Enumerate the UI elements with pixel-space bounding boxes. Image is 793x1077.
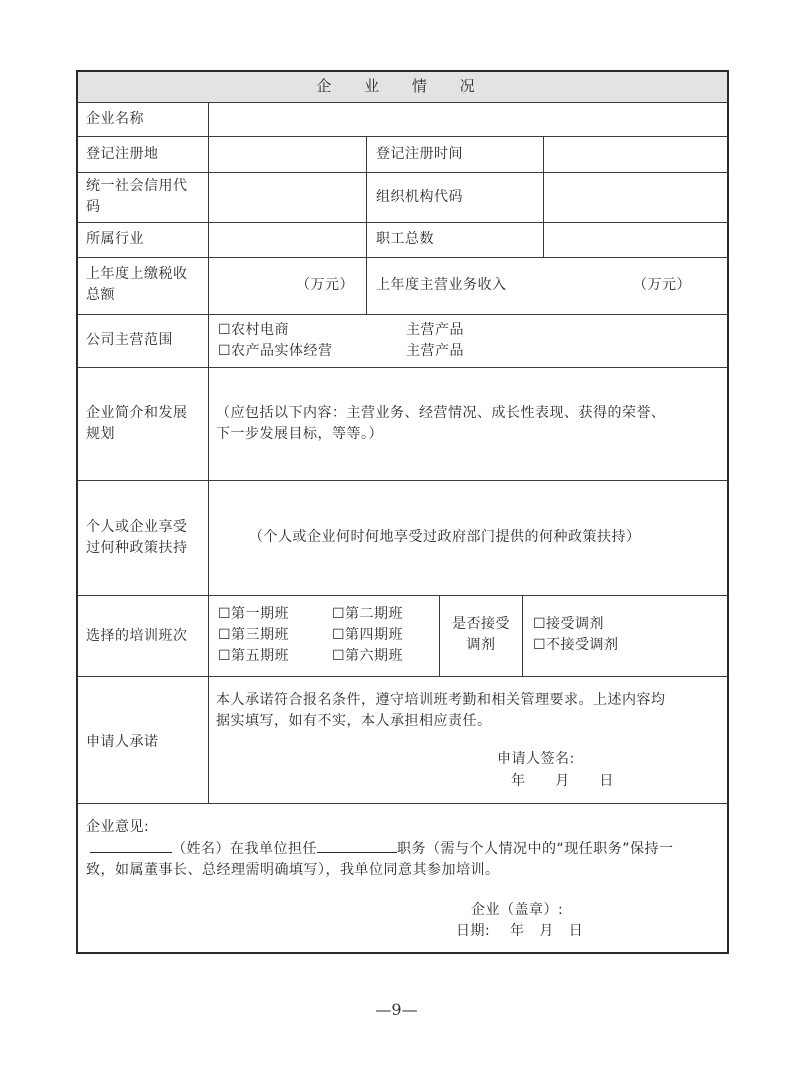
reg-place-label: 登记注册地 — [86, 146, 159, 162]
name-blank[interactable] — [90, 838, 172, 853]
training-label: 选择的培训班次 — [86, 628, 188, 644]
support-label: 过何种政策扶持 — [86, 540, 188, 556]
profile-label: 规划 — [86, 426, 115, 442]
opinion-line-2: 致，如属董事长、总经理需明确填写），我单位同意其参加培训。 — [86, 862, 500, 878]
company-name-label: 企业名称 — [86, 111, 144, 127]
tax-label: 上年度上缴税收 — [86, 266, 188, 282]
adjust-label: 调剂 — [466, 637, 496, 653]
frame-top-border — [76, 70, 729, 72]
row-divider — [76, 136, 729, 137]
profile-hint: （应包括以下内容：主营业务、经营情况、成长性表现、获得的荣誉、 — [216, 405, 666, 421]
revenue-unit: （万元） — [633, 277, 691, 293]
opinion-title: 企业意见: — [86, 819, 150, 835]
row-divider — [76, 102, 729, 103]
right-column-divider — [543, 136, 544, 257]
pledge-text: 本人承诺符合报名条件，遵守培训班考勤和相关管理要求。上述内容均 — [216, 692, 666, 708]
tax-label: 总额 — [86, 287, 115, 303]
row-divider — [76, 803, 729, 804]
row-divider — [76, 676, 729, 677]
row-divider — [76, 257, 729, 258]
pledge-label: 申请人承诺 — [86, 734, 159, 750]
company-seal-label: 企业（盖章）: — [471, 902, 564, 918]
applicant-date: 年 月 日 — [511, 773, 614, 789]
class-option-1[interactable]: ☐第一期班 — [218, 606, 290, 622]
opinion-text: （姓名）在我单位担任 — [172, 841, 317, 857]
frame-right-border — [727, 70, 729, 954]
row-divider — [76, 172, 729, 173]
scope-label: 公司主营范围 — [86, 332, 173, 348]
class-option-6[interactable]: ☐第六期班 — [332, 648, 404, 664]
profile-hint: 下一步发展目标，等等。） — [216, 426, 383, 442]
scope-option2-product-label: 主营产品 — [406, 343, 464, 359]
frame-bottom-border — [76, 952, 729, 954]
row-divider — [76, 367, 729, 368]
tax-unit: （万元） — [296, 277, 354, 293]
industry-label: 所属行业 — [86, 231, 144, 247]
class-option-5[interactable]: ☐第五期班 — [218, 648, 290, 664]
section-title: 企 业 情 况 — [316, 77, 489, 95]
revenue-label: 上年度主营业务收入 — [376, 277, 507, 293]
row-divider — [76, 222, 729, 223]
scope-option-physical-business[interactable]: ☐农产品实体经营 — [218, 343, 333, 359]
employees-label: 职工总数 — [376, 231, 434, 247]
training-column-divider — [522, 595, 523, 676]
opinion-text: 职务（需与个人情况中的“现任职务”保持一 — [397, 841, 674, 857]
adjust-option-decline[interactable]: ☐不接受调剂 — [533, 637, 619, 653]
row-divider — [76, 595, 729, 596]
opinion-line-1 — [90, 838, 674, 860]
org-code-label: 组织机构代码 — [376, 189, 463, 205]
opinion-date: 日期: 年 月 日 — [456, 923, 584, 939]
class-option-3[interactable]: ☐第三期班 — [218, 627, 290, 643]
middle-column-divider — [366, 136, 367, 314]
profile-label: 企业简介和发展 — [86, 405, 188, 421]
credit-code-label: 码 — [86, 199, 101, 215]
pledge-text: 据实填写，如有不实，本人承担相应责任。 — [216, 713, 492, 729]
scope-option1-product-label: 主营产品 — [406, 322, 464, 338]
frame-left-border — [76, 70, 78, 954]
support-label: 个人或企业享受 — [86, 519, 188, 535]
applicant-signature-label: 申请人签名: — [497, 751, 575, 767]
class-option-4[interactable]: ☐第四期班 — [332, 627, 404, 643]
support-hint: （个人或企业何时何地享受过政府部门提供的何种政策扶持） — [249, 529, 641, 545]
row-divider — [76, 314, 729, 315]
class-option-2[interactable]: ☐第二期班 — [332, 606, 404, 622]
credit-code-label: 统一社会信用代 — [86, 178, 188, 194]
row-divider — [76, 480, 729, 481]
adjust-label: 是否接受 — [452, 616, 510, 632]
scope-option-rural-ecommerce[interactable]: ☐农村电商 — [218, 322, 290, 338]
label-column-divider — [208, 102, 209, 803]
adjust-option-accept[interactable]: ☐接受调剂 — [533, 616, 605, 632]
page-number: —9— — [375, 1000, 418, 1019]
reg-time-label: 登记注册时间 — [376, 146, 463, 162]
position-blank[interactable] — [317, 838, 397, 853]
